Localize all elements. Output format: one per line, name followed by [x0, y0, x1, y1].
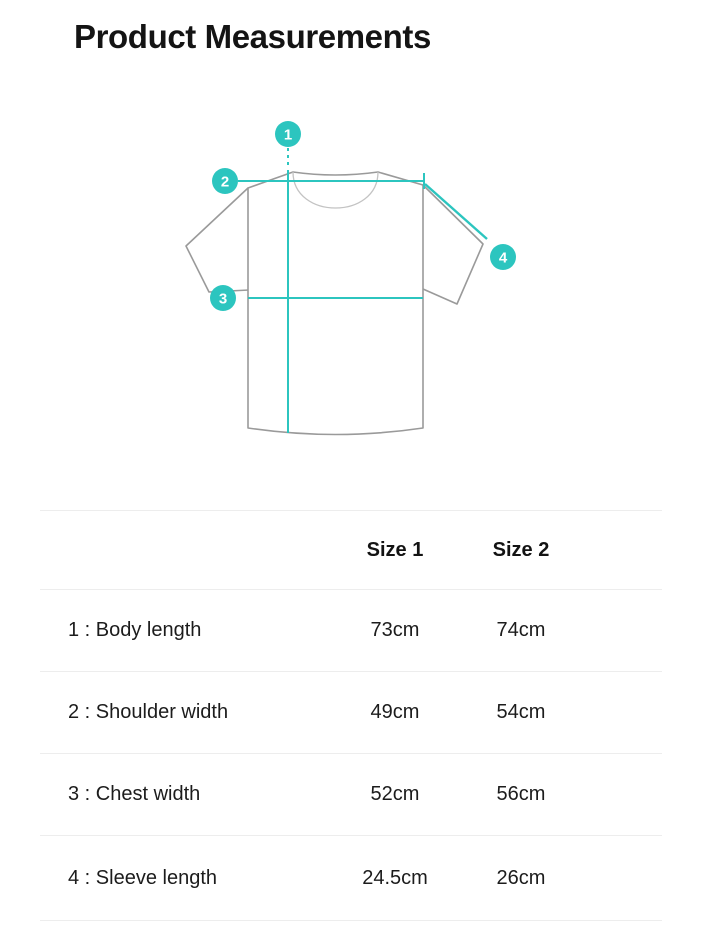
marker-4	[490, 244, 516, 270]
row-value-size1: 73cm	[370, 619, 420, 641]
row-value-size2: 56cm	[496, 783, 546, 805]
tshirt-left-sleeve	[186, 188, 249, 292]
row-value-size2: 54cm	[496, 701, 546, 723]
table-row-body-length	[40, 590, 662, 672]
row-label: 2 : Shoulder width	[68, 701, 229, 723]
tshirt-measurement-diagram	[0, 95, 704, 495]
row-value-size1: 24.5cm	[362, 866, 428, 889]
row-label: 3 : Chest width	[68, 783, 201, 805]
marker-2	[212, 168, 238, 194]
row-value-size1: 52cm	[370, 783, 420, 805]
size-table	[40, 510, 662, 921]
page-title: Product Measurements	[74, 18, 431, 55]
size-table-header-row	[40, 511, 662, 590]
table-row-sleeve-length	[40, 836, 662, 921]
row-value-size2: 74cm	[496, 619, 546, 641]
marker-2-number: 2	[220, 173, 230, 191]
marker-3-number: 3	[218, 290, 228, 308]
tshirt-right-sleeve	[423, 185, 483, 304]
marker-1	[275, 121, 301, 147]
row-label: 4 : Sleeve length	[68, 866, 217, 889]
table-row-chest-width	[40, 754, 662, 836]
tshirt-diagram-svg	[0, 95, 704, 495]
row-label: 1 : Body length	[68, 619, 202, 641]
tshirt-body	[248, 172, 423, 435]
row-value-size1: 49cm	[370, 701, 420, 723]
marker-4-number: 4	[498, 249, 508, 267]
column-header-size1: Size 1	[366, 538, 424, 561]
marker-3	[210, 285, 236, 311]
column-header-size2: Size 2	[492, 538, 550, 561]
table-row-shoulder-width	[40, 672, 662, 754]
row-value-size2: 26cm	[496, 866, 546, 889]
marker-1-number: 1	[283, 126, 293, 144]
